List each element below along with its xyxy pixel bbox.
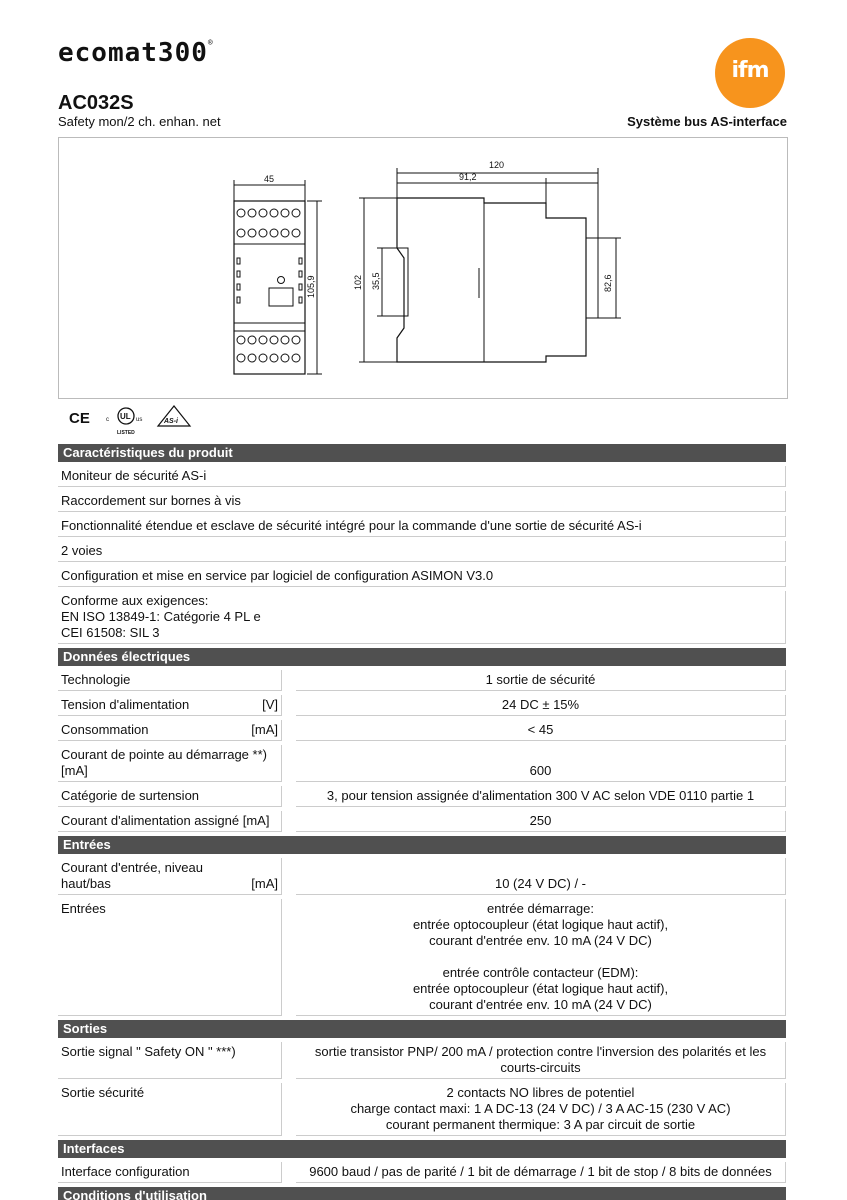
row-label-cell	[58, 811, 282, 832]
svg-text:LISTED: LISTED	[117, 430, 135, 436]
row-value-line: 2 contacts NO libres de potentiel	[446, 1085, 635, 1100]
row-label-cell	[58, 670, 282, 691]
row-label-cell	[58, 695, 282, 716]
dimension-drawing	[58, 137, 788, 399]
row-label-cell	[58, 745, 282, 782]
svg-text:us: us	[136, 417, 143, 423]
row-value-cell	[296, 858, 786, 895]
svg-text:UL: UL	[120, 412, 131, 421]
row-value-line: entrée optocoupleur (état logique haut actif),	[412, 917, 669, 932]
electrical-row	[58, 811, 786, 832]
row-value: 1 sortie de sécurité	[485, 672, 596, 687]
row-label: Entrées	[61, 901, 106, 916]
row-value-line: courts-circuits	[500, 1060, 581, 1075]
row-value-line: courant d'entrée env. 10 mA (24 V DC)	[429, 933, 652, 948]
product-feature: Raccordement sur bornes à vis	[58, 491, 786, 512]
row-label: Technologie	[61, 672, 131, 687]
section-header-interfaces: Interfaces	[58, 1140, 786, 1158]
row-unit: [mA]	[251, 876, 278, 891]
inputs-row	[58, 899, 786, 1016]
row-value: 9600 baud / pas de parité / 1 bit de démarrage / 1 bit de stop / 8 bits de données	[309, 1164, 772, 1179]
dim-side-depth: 91,2	[459, 172, 477, 182]
row-label: Sortie signal " Safety ON " ***)	[61, 1044, 236, 1059]
electrical-row	[58, 745, 786, 782]
as-interface-mark	[158, 406, 190, 426]
section-header-conditions: Conditions d'utilisation	[58, 1187, 786, 1200]
section-header-outputs: Sorties	[58, 1020, 786, 1038]
row-value: < 45	[527, 722, 554, 737]
datasheet-table	[58, 444, 786, 1200]
product-model: AC032S	[58, 92, 134, 114]
row-value: 3, pour tension assignée d'alimentation 300 V AC selon VDE 0110 partie 1	[326, 788, 755, 803]
row-label-cell	[58, 720, 282, 741]
row-label: Interface configuration	[61, 1164, 190, 1179]
row-value-cell	[296, 1083, 786, 1136]
conformity-line: EN ISO 13849-1: Catégorie 4 PL e	[61, 609, 261, 624]
row-label-cell	[58, 858, 282, 895]
row-value-cell	[296, 745, 786, 782]
row-value-line: courant d'entrée env. 10 mA (24 V DC)	[429, 997, 652, 1012]
inputs-row	[58, 858, 786, 895]
row-label: Catégorie de surtension	[61, 788, 200, 803]
product-feature: Moniteur de sécurité AS-i	[58, 466, 786, 487]
row-label: Courant de pointe au démarrage **) [mA]	[61, 747, 267, 778]
row-value-cell	[296, 811, 786, 832]
dimension-drawing-svg	[59, 138, 789, 400]
row-unit: [V]	[262, 697, 278, 712]
electrical-row	[58, 670, 786, 691]
front-terminals-bottom	[237, 336, 300, 362]
dim-front-height: 105,9	[306, 275, 316, 298]
product-feature: Configuration et mise en service par logiciel de configuration ASIMON V3.0	[58, 566, 786, 587]
row-value-cell	[296, 720, 786, 741]
row-label-cell	[58, 786, 282, 807]
row-value-cell	[296, 786, 786, 807]
electrical-row	[58, 786, 786, 807]
electrical-row	[58, 695, 786, 716]
row-value-line: courant permanent thermique: 3 A par circuit de sortie	[385, 1117, 696, 1132]
row-value: 250	[529, 813, 552, 828]
svg-text:AS-i: AS-i	[164, 418, 178, 425]
row-value-line: entrée contrôle contacteur (EDM):	[442, 965, 639, 980]
dim-side-total: 120	[489, 160, 505, 170]
certification-marks	[62, 404, 202, 436]
row-value-line: entrée optocoupleur (état logique haut actif),	[412, 981, 669, 996]
row-label-cell	[58, 1042, 282, 1079]
row-value-line: entrée démarrage:	[487, 901, 594, 916]
row-label: Tension d'alimentation	[61, 697, 190, 712]
electrical-row	[58, 720, 786, 741]
row-label-cell	[58, 1083, 282, 1136]
row-unit: [mA]	[251, 722, 278, 737]
product-conformity	[58, 591, 786, 644]
conformity-line: CEI 61508: SIL 3	[61, 625, 160, 640]
row-value-cell	[296, 899, 786, 1016]
row-value: 600	[529, 763, 552, 778]
outputs-row	[58, 1083, 786, 1136]
outputs-row	[58, 1042, 786, 1079]
brand-logo-text	[58, 38, 214, 68]
ifm-logo	[715, 38, 785, 108]
row-value-line	[299, 949, 782, 965]
ce-mark: CE	[69, 410, 90, 427]
brand-name: ecomat300	[58, 38, 208, 68]
dim-rail: 35,5	[371, 272, 381, 290]
dim-side-height: 102	[353, 274, 363, 290]
row-value-cell	[296, 670, 786, 691]
product-feature: 2 voies	[58, 541, 786, 562]
section-header-inputs: Entrées	[58, 836, 786, 854]
product-subtitle: Safety mon/2 ch. enhan. net	[58, 114, 221, 129]
row-value: 10 (24 V DC) / -	[494, 876, 587, 891]
ul-listed-mark	[106, 408, 142, 436]
row-value: 24 DC ± 15%	[501, 697, 580, 712]
row-label: Sortie sécurité	[61, 1085, 145, 1100]
conformity-line: Conforme aux exigences:	[61, 593, 209, 608]
dim-right-height: 82,6	[603, 274, 613, 292]
row-label: Consommation	[61, 722, 149, 737]
product-feature: Fonctionnalité étendue et esclave de sécurité intégré pour la commande d'une sortie de sécurité AS-i	[58, 516, 786, 537]
section-header-electrical: Données électriques	[58, 648, 786, 666]
row-value-cell	[296, 1162, 786, 1183]
brand-registered-mark: ®	[207, 38, 214, 47]
row-value-cell	[296, 1042, 786, 1079]
row-label-cell	[58, 899, 282, 1016]
interfaces-row	[58, 1162, 786, 1183]
section-header-product: Caractéristiques du produit	[58, 444, 786, 462]
side-view	[359, 168, 621, 362]
dim-front-width: 45	[264, 174, 275, 184]
row-value-line: charge contact maxi: 1 A DC-13 (24 V DC) / 3 A AC-15 (230 V AC)	[350, 1101, 731, 1116]
row-value-line: sortie transistor PNP/ 200 mA / protection contre l'inversion des polarités et les	[314, 1044, 767, 1059]
ifm-logo-text: ifm	[731, 58, 769, 83]
row-label: Courant d'alimentation assigné [mA]	[61, 813, 270, 828]
certification-svg	[62, 404, 202, 436]
front-terminals-top	[237, 209, 300, 237]
row-label: Courant d'entrée, niveau haut/bas	[61, 860, 203, 891]
svg-text:c: c	[106, 417, 109, 423]
system-label: Système bus AS-interface	[627, 114, 787, 129]
row-label-cell	[58, 1162, 282, 1183]
row-value-cell	[296, 695, 786, 716]
